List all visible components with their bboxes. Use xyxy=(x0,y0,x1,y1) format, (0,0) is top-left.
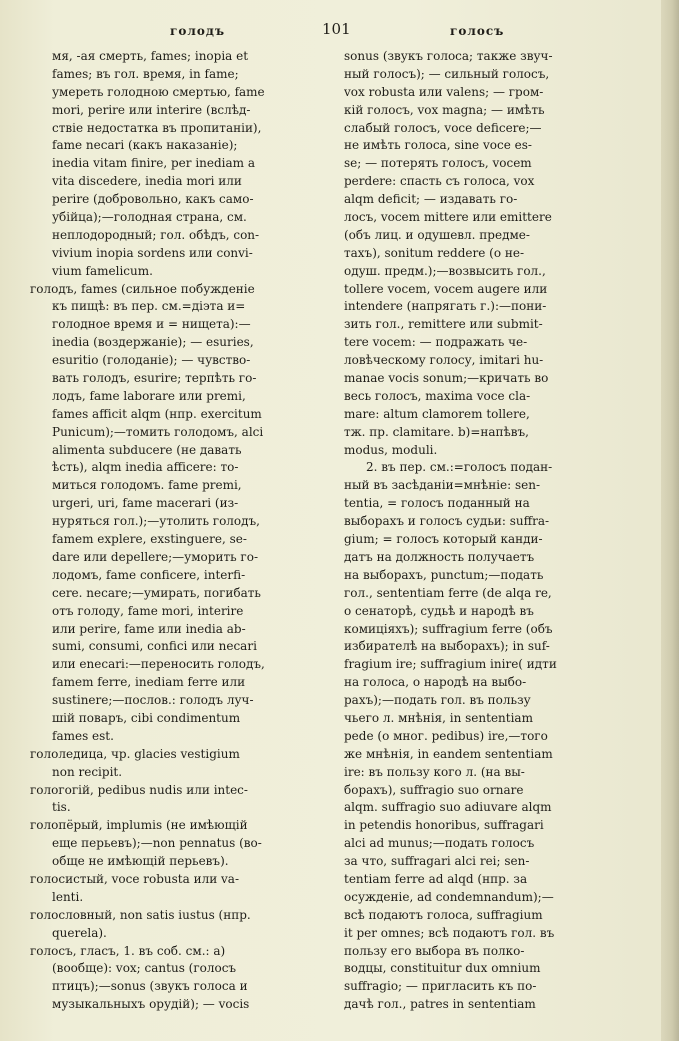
text-line: vivium inopia sordens или convi- xyxy=(52,245,253,260)
text-line: на голоса, о народѣ на выбо- xyxy=(344,675,527,690)
text-line: или perire, fame или inedia ab- xyxy=(52,621,246,636)
text-line: it per omnes; всѣ подаютъ гол. въ xyxy=(344,925,555,940)
text-line: ствіе недостатка въ пропитаніи), xyxy=(52,120,262,135)
text-line: famem explere, exstinguere, se- xyxy=(52,532,247,547)
text-line: inedia vitam finire, per inediam a xyxy=(52,156,256,171)
text-line: perdere: спасть съ голоса, vox xyxy=(344,174,535,189)
text-line: ire: въ пользу кого л. (на вы- xyxy=(344,764,525,779)
text-line: fame necari (какъ наказаніе); xyxy=(52,138,238,153)
text-line: vium famelicum. xyxy=(52,263,153,278)
text-line: suffragio; — пригласить къ по- xyxy=(344,979,537,994)
text-line: на выборахъ, punctum;—подать xyxy=(344,567,544,582)
text-line: sonus (звукъ голоса; также звуч- xyxy=(344,49,553,63)
text-line: отъ голоду, fame mori, interire xyxy=(52,603,244,618)
text-line: борахъ), suffragio suo ornare xyxy=(344,782,524,797)
text-line: tis. xyxy=(52,800,71,815)
text-line: non recipit. xyxy=(52,764,123,779)
text-line: (вообще): vox; cantus (голосъ xyxy=(52,961,237,976)
text-line: лосъ, vocem mittere или emittere xyxy=(344,210,552,225)
text-line: пользу его выбора въ полко- xyxy=(344,943,525,958)
text-line: одуш. предм.);—возвысить гол., xyxy=(344,263,546,278)
text-line: голопёрый, implumis (не имѣющій xyxy=(30,818,248,833)
text-line: famem ferre, inediam ferre или xyxy=(52,675,246,690)
text-line: fames afficit alqm (нпр. exercitum xyxy=(52,406,262,421)
text-line: fames; въ гол. время, in fame; xyxy=(52,66,239,81)
text-line: dare или depellere;—уморить го- xyxy=(52,549,258,564)
text-line: ный въ засѣданіи=мнѣніе: sen- xyxy=(344,478,541,493)
text-line: esuritio (голоданіе); — чувство- xyxy=(52,353,251,368)
text-line: вать голодъ, esurire; терпѣть го- xyxy=(52,371,257,386)
text-line: mori, perire или interire (вслѣд- xyxy=(52,102,251,117)
text-line: 2. въ пер. см.:=голосъ подан- xyxy=(366,460,553,475)
text-line: tere vocem: — подражать че- xyxy=(344,335,528,350)
text-line: чьего л. мнѣнія, in sententiam xyxy=(344,710,533,725)
text-line: tentiam ferre ad alqd (нпр. за xyxy=(344,871,528,886)
text-line: manae vocis sonum;—кричать во xyxy=(344,371,549,386)
text-line: лодъ, fame laborare или premi, xyxy=(52,388,246,403)
text-line: выборахъ и голосъ судьи: suffra- xyxy=(344,514,550,529)
text-line: vita discedere, inedia mori или xyxy=(52,174,242,189)
left-column xyxy=(30,48,328,1014)
text-line: gium; = голосъ который канди- xyxy=(344,532,543,547)
text-line: ловѣческому голосу, imitari hu- xyxy=(344,353,544,368)
text-line: se; — потерять голосъ, vocem xyxy=(344,156,532,171)
text-line: alqm deficit; — издавать го- xyxy=(344,192,518,207)
text-line: urgeri, uri, fame macerari (из- xyxy=(52,496,239,511)
text-line: tentia, = голосъ поданный на xyxy=(344,496,530,511)
text-line: рахъ);—подать гол. въ пользу xyxy=(344,693,531,708)
text-line: тж. пр. clamitare. b)=напѣвъ, xyxy=(344,424,529,439)
text-line: mare: altum clamorem tollere, xyxy=(344,406,530,421)
text-line: perire (добровольно, какъ само- xyxy=(52,192,254,207)
text-line: миться голодомъ. fame premi, xyxy=(52,478,242,493)
text-line: голодъ, fames (сильное побужденіе xyxy=(30,281,255,296)
text-line: шій поваръ, cibi condimentum xyxy=(52,710,241,725)
text-line: sumi, consumi, confici или necari xyxy=(52,639,257,654)
text-line: мя, -ая смерть, fames; inopia et xyxy=(52,49,249,63)
text-line: птицъ);—sonus (звукъ голоса и xyxy=(52,979,248,994)
text-line: pede (о мног. pedibus) ire,—того xyxy=(344,728,548,743)
running-header xyxy=(0,20,679,46)
text-line: нуряться гол.);—утолить голодъ, xyxy=(52,514,260,529)
text-line: лодомъ, fame conficere, interfi- xyxy=(52,567,246,582)
text-line: гол., sententiam ferre (de alqa re, xyxy=(344,585,552,600)
text-line: голосистый, voce robusta или va- xyxy=(30,871,239,886)
text-line: зить гол., remittere или submit- xyxy=(344,317,543,332)
right-column xyxy=(344,48,636,1014)
text-line: ѣсть), alqm inedia afficere: то- xyxy=(52,460,239,475)
right-running-headword: голосъ xyxy=(450,24,505,38)
page-number: 101 xyxy=(322,20,351,38)
left-running-headword: голодъ xyxy=(170,24,226,38)
text-line: къ пищѣ: въ пер. см.=діэта и= xyxy=(52,299,246,314)
text-line: музыкальныхъ орудій); — vocis xyxy=(52,997,250,1012)
text-line: неплодородный; гол. обѣдъ, con- xyxy=(52,227,260,242)
text-line: modus, moduli. xyxy=(344,442,438,457)
text-line: alci ad munus;—подать голосъ xyxy=(344,836,535,851)
text-line: Punicum);—томить голодомъ, alci xyxy=(52,424,264,439)
text-line: in petendis honoribus, suffragari xyxy=(344,818,544,833)
text-line: (объ лиц. и одушевл. предме- xyxy=(344,227,530,242)
text-line: не имѣть голоса, sine voce es- xyxy=(344,138,532,153)
text-line: водцы, constituitur dux omnium xyxy=(344,961,541,976)
text-line: cere. necare;—умирать, погибать xyxy=(52,585,261,600)
text-line: дачѣ гол., patres in sententiam xyxy=(344,997,536,1012)
text-line: убійца);—голодная страна, см. xyxy=(52,210,247,225)
text-line: слабый голосъ, voce deficere;— xyxy=(344,120,542,135)
text-line: fragium ire; suffragium inire( идти xyxy=(344,657,557,672)
text-line: tollere vocem, vocem augere или xyxy=(344,281,548,296)
text-line: кій голосъ, vox magna; — имѣть xyxy=(344,102,545,117)
text-line: ный голосъ); — сильный голосъ, xyxy=(344,66,550,81)
text-line: vox robusta или valens; — гром- xyxy=(344,84,544,99)
text-line: гологогій, pedibus nudis или intec- xyxy=(30,782,248,797)
text-line: еще перьевъ);—non pennatus (во- xyxy=(52,836,262,851)
text-line: комиціяхъ); suffragium ferre (объ xyxy=(344,621,553,636)
text-line: или enecari:—переносить голодъ, xyxy=(52,657,265,672)
text-line: inedia (воздержаніе); — esuries, xyxy=(52,335,254,350)
text-line: за что, suffragari alci rei; sen- xyxy=(344,854,530,869)
text-line: голословный, non satis iustus (нпр. xyxy=(30,907,251,922)
text-line: lenti. xyxy=(52,889,84,904)
text-line: querela). xyxy=(52,925,107,940)
text-line: alqm. suffragio suo adiuvare alqm xyxy=(344,800,552,815)
text-line: умереть голодною смертью, fame xyxy=(52,84,265,99)
text-line: обще не имѣющій перьевъ). xyxy=(52,854,229,869)
text-line: fames est. xyxy=(52,728,114,743)
text-line: избирателѣ на выборахъ); in suf- xyxy=(344,639,550,654)
text-line: гололедица, чр. glacies vestigium xyxy=(30,746,240,761)
text-line: же мнѣнія, in eandem sententiam xyxy=(344,746,553,761)
text-line: осужденіе, ad condemnandum);— xyxy=(344,889,554,904)
text-line: о сенаторѣ, судьѣ и народѣ въ xyxy=(344,603,534,618)
text-line: всѣ подаютъ голоса, suffragium xyxy=(344,907,543,922)
text-line: тахъ), sonitum reddere (о не- xyxy=(344,245,525,260)
text-line: датъ на должность получаетъ xyxy=(344,549,535,564)
text-line: голодное время и = нищета):— xyxy=(52,317,251,332)
text-line: голосъ, гласъ, 1. въ соб. см.: а) xyxy=(30,943,226,958)
text-line: intendere (напрягать г.):—пони- xyxy=(344,299,547,314)
text-line: весь голосъ, maxima voce cla- xyxy=(344,388,531,403)
text-line: alimenta subducere (не давать xyxy=(52,442,242,457)
page-spine xyxy=(661,0,679,1041)
text-line: sustinere;—послов.: голодъ луч- xyxy=(52,693,254,708)
